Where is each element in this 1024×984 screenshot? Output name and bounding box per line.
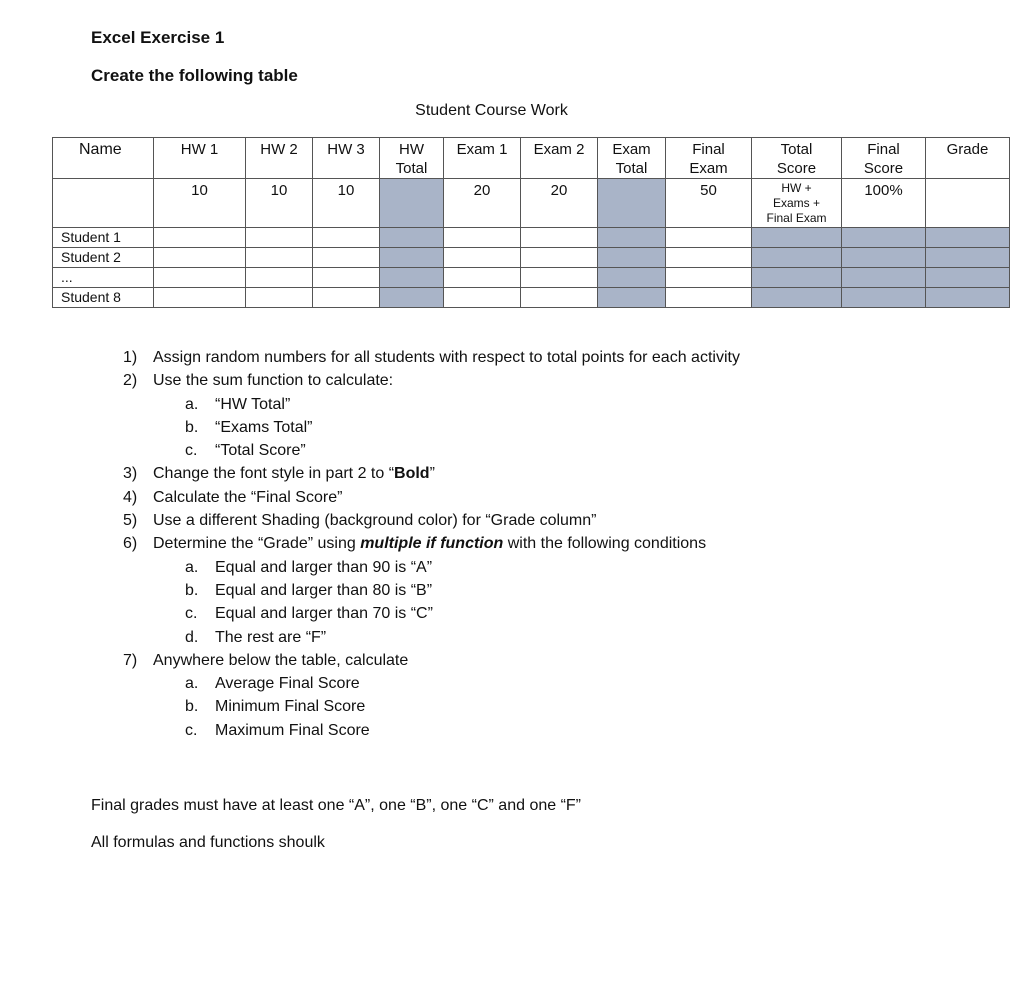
header-row <box>53 138 1010 179</box>
points-total-score-note: HW + Exams + Final Exam <box>752 179 842 228</box>
table-caption: Student Course Work <box>415 102 568 119</box>
list-item: c. Equal and larger than 70 is “C” <box>185 605 433 623</box>
header-hw3: HW 3 <box>313 138 380 179</box>
list-item: 7) Anywhere below the table, calculate <box>123 651 409 669</box>
document-title: Excel Exercise 1 <box>91 28 225 47</box>
header-name: Name <box>53 138 154 179</box>
list-item: b. Minimum Final Score <box>185 698 366 716</box>
points-final-exam: 50 <box>666 179 752 228</box>
instruction-list <box>123 346 740 742</box>
points-exam2: 20 <box>521 179 598 228</box>
list-item: 5) Use a different Shading (background color) for “Grade column” <box>123 512 597 530</box>
header-exam-total: Exam Total <box>598 138 666 179</box>
document-subtitle: Create the following table <box>91 66 298 85</box>
list-item: 6) Determine the “Grade” using multiple if function with the following conditions <box>123 535 707 553</box>
points-name-cell <box>53 179 154 228</box>
course-work-table <box>52 137 1010 308</box>
points-grade <box>926 179 1010 228</box>
header-exam2: Exam 2 <box>521 138 598 179</box>
list-item: a. “HW Total” <box>185 395 291 413</box>
table-row <box>53 268 1010 288</box>
points-final-score: 100% <box>842 179 926 228</box>
list-item: 4) Calculate the “Final Score” <box>123 488 343 506</box>
list-item: 1) Assign random numbers for all students with respect to total points for each activity <box>123 349 740 366</box>
footer-note-grades: Final grades must have at least one “A”, one “B”, one “C” and one “F” <box>91 797 582 814</box>
points-hw3: 10 <box>313 179 380 228</box>
header-exam1: Exam 1 <box>444 138 521 179</box>
student-name: Student 8 <box>53 288 154 308</box>
list-item: c. Maximum Final Score <box>185 721 370 739</box>
list-item: a. Average Final Score <box>185 675 360 693</box>
header-final-exam: Final Exam <box>666 138 752 179</box>
points-exam1: 20 <box>444 179 521 228</box>
header-hw2: HW 2 <box>246 138 313 179</box>
header-grade: Grade <box>926 138 1010 179</box>
points-hw-total <box>380 179 444 228</box>
list-item: 3) Change the font style in part 2 to “Bold” <box>123 465 435 483</box>
footer-note-formulas: All formulas and functions shoulk <box>91 834 325 851</box>
table-row <box>53 248 1010 268</box>
student-name: Student 2 <box>53 248 154 268</box>
points-hw1: 10 <box>154 179 246 228</box>
student-name: Student 1 <box>53 228 154 248</box>
header-hw1: HW 1 <box>154 138 246 179</box>
list-item: a. Equal and larger than 90 is “A” <box>185 558 433 576</box>
points-hw2: 10 <box>246 179 313 228</box>
list-item: 2) Use the sum function to calculate: <box>123 372 394 390</box>
list-item: c. “Total Score” <box>185 442 306 460</box>
points-exam-total <box>598 179 666 228</box>
list-item: b. “Exams Total” <box>185 418 313 436</box>
table-row <box>53 288 1010 308</box>
student-name: ... <box>53 268 154 288</box>
list-item: b. Equal and larger than 80 is “B” <box>185 581 433 599</box>
list-item: d. The rest are “F” <box>185 628 327 646</box>
header-hw-total: HW Total <box>380 138 444 179</box>
table-row <box>53 228 1010 248</box>
header-final-score: Final Score <box>842 138 926 179</box>
points-row <box>53 179 1010 228</box>
header-total-score: Total Score <box>752 138 842 179</box>
